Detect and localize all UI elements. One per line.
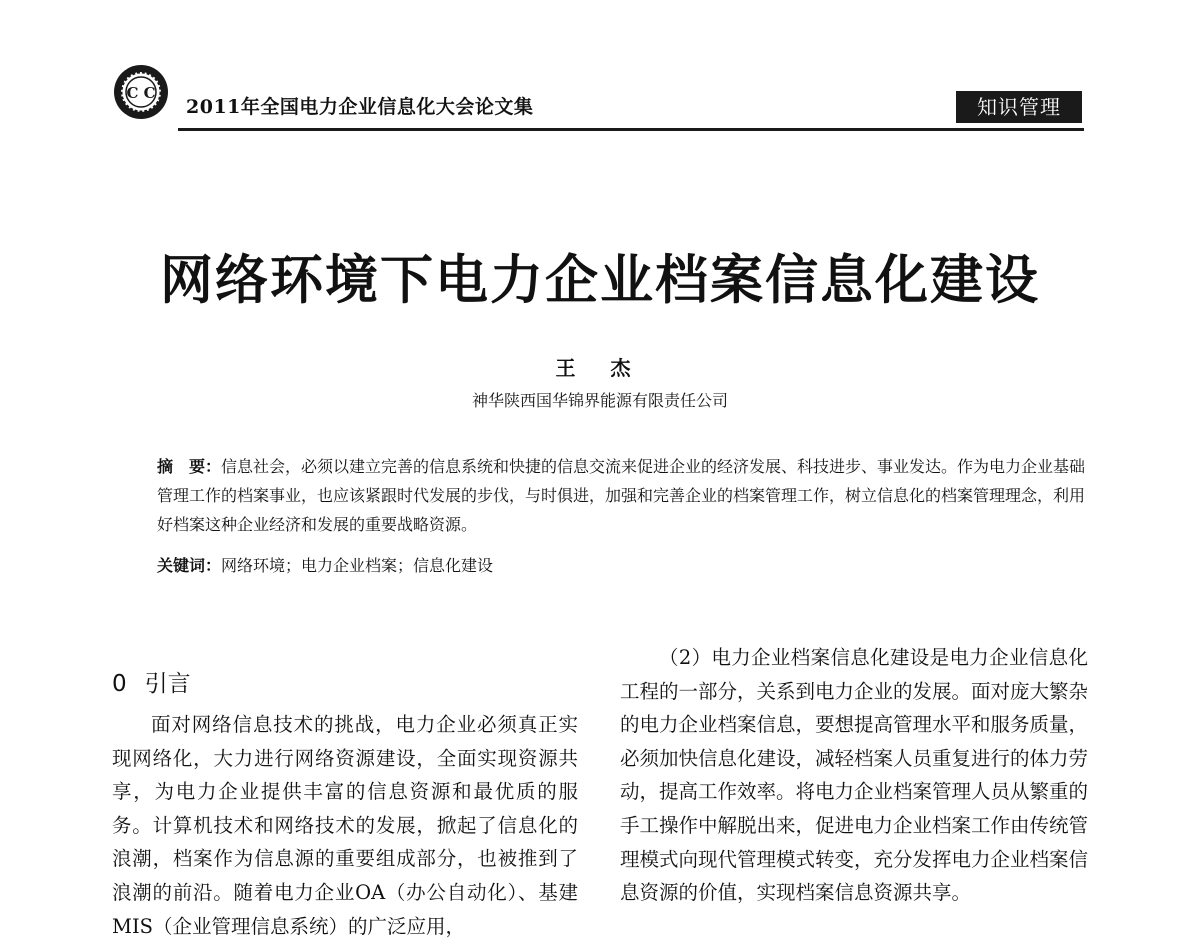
journal-title: 2011年全国电力企业信息化大会论文集 bbox=[186, 96, 534, 118]
logo-letters: C C bbox=[126, 84, 156, 102]
page-header bbox=[0, 0, 1200, 135]
section-heading bbox=[112, 665, 191, 698]
section-badge: 知识管理 bbox=[956, 91, 1082, 123]
abstract bbox=[157, 452, 1087, 539]
header-rule bbox=[178, 128, 1084, 131]
section-title: 引言 bbox=[144, 671, 191, 697]
abstract-label: 摘 要： bbox=[157, 457, 222, 476]
keywords-label: 关键词： bbox=[157, 556, 222, 575]
section-number: 0 bbox=[112, 671, 127, 697]
keywords-text: 网络环境；电力企业档案；信息化建设 bbox=[221, 556, 494, 575]
body-left-column: 面对网络信息技术的挑战，电力企业必须真正实现网络化，大力进行网络资源建设，全面实现资源共享，为电力企业提供丰富的信息资源和最优质的服务。计算机技术和网络技术的发展，掀起了信息化的浪潮，档案作为信息源的重要组成部分，也被推到了浪潮的前沿。随着电力企业OA（办公自动化）、基建MIS（企业管理信息系统）的广泛应用， bbox=[112, 713, 578, 938]
conference-logo-icon bbox=[112, 63, 170, 121]
paper-title: 网络环境下电力企业档案信息化建设 bbox=[160, 249, 1040, 311]
author-affiliation: 神华陕西国华锦界能源有限责任公司 bbox=[471, 391, 728, 410]
body-right-column: （2）电力企业档案信息化建设是电力企业信息化工程的一部分，关系到电力企业的发展。面对庞大繁杂的电力企业档案信息，要想提高管理水平和服务质量，必须加快信息化建设，减轻档案人员重复进行的体力劳动，提高工作效率。将电力企业档案管理人员从繁重的手工操作中解脱出来，促进电力企业档案工作由传统管理模式向现代管理模式转变，充分发挥电力企业档案信息资源的价值，实现档案信息资源共享。 bbox=[620, 646, 1089, 905]
abstract-text: 信息社会，必须以建立完善的信息系统和快捷的信息交流来促进企业的经济发展、科技进步、事业发达。作为电力企业基础管理工作的档案事业，也应该紧跟时代发展的步伐，与时俱进，加强和完善企业的档案管理工作，树立信息化的档案管理理念，利用好档案这种企业经济和发展的重要战略资源。 bbox=[157, 457, 1086, 534]
keywords bbox=[157, 554, 1087, 578]
author-name: 王 杰 bbox=[555, 356, 645, 380]
